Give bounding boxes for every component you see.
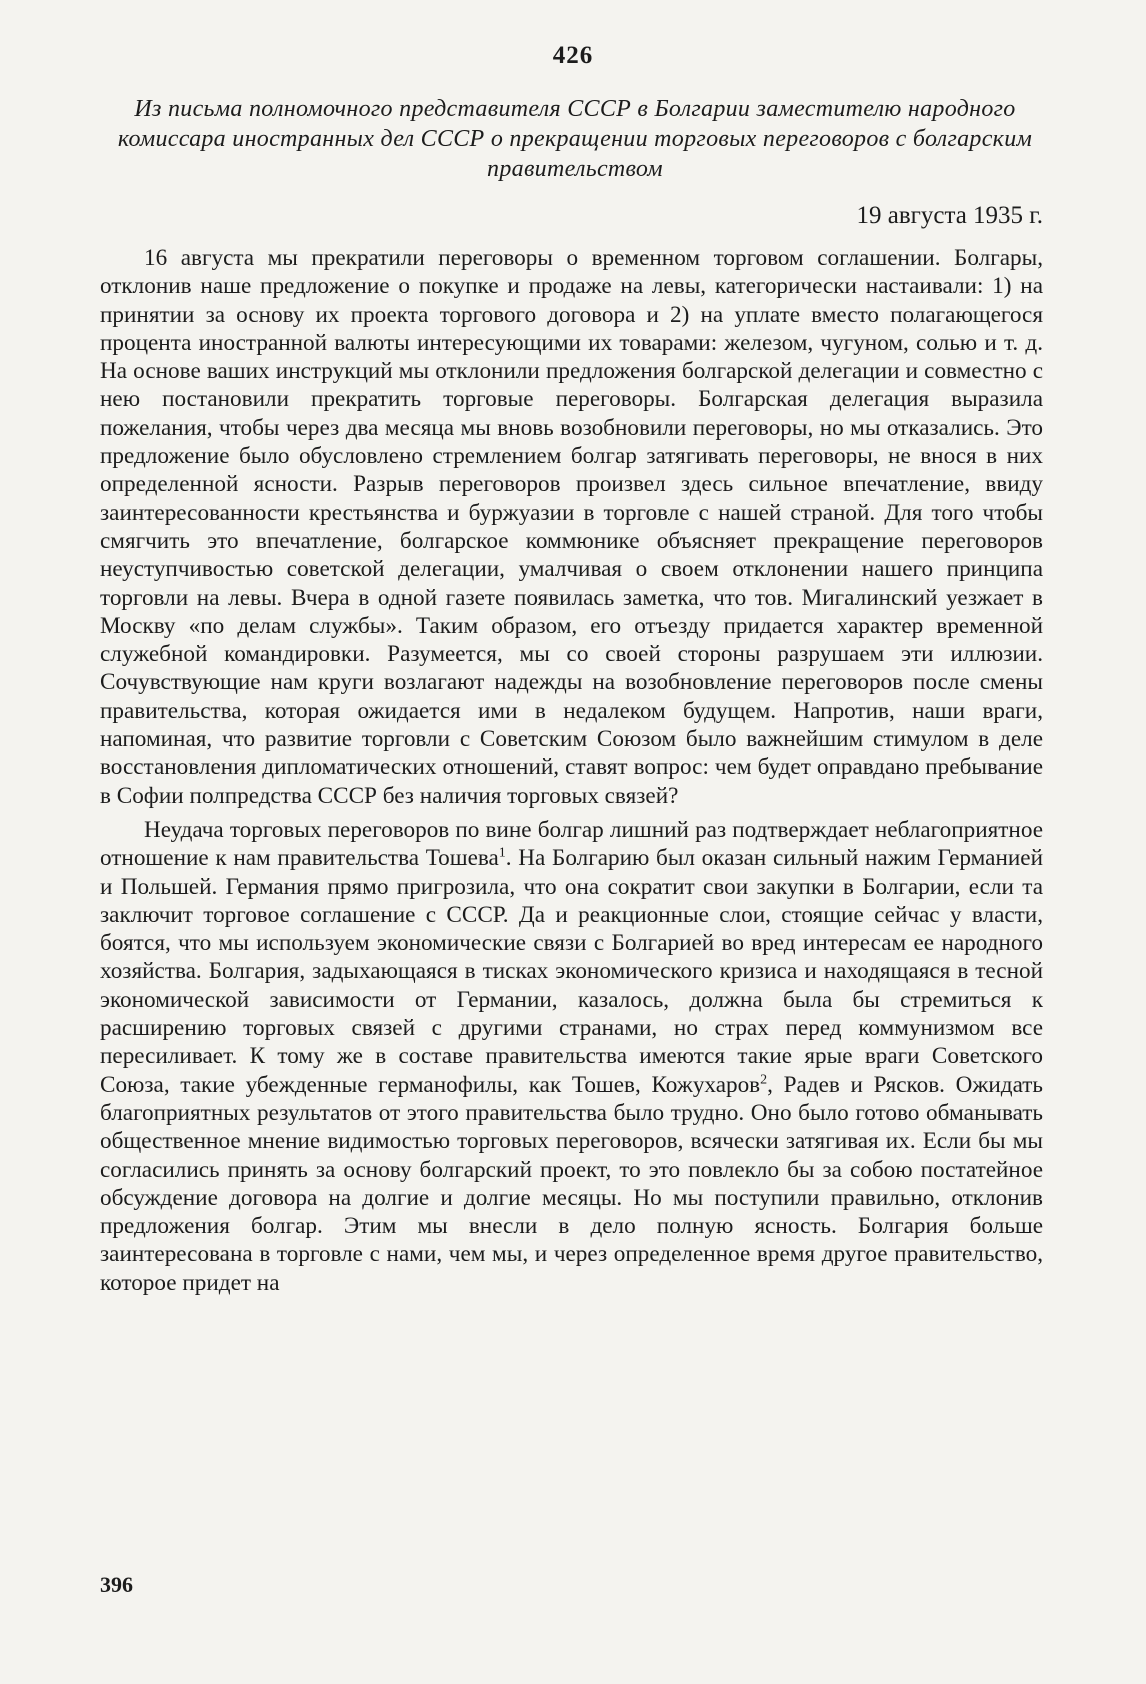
- paragraph-2: [100, 816, 1043, 1297]
- page-number: 396: [100, 1572, 133, 1597]
- paragraph-1: 16 августа мы прекратили переговоры о временном торговом соглашении. Болгары, отклонив наше предложение о покупке и продаже на левы, категорически настаивали: 1) на принятии за основу их проекта торгового договора и 2) на уплате вместо полагающегося процента иностранной валюты интересующими их товарами: железом, чугуном, солью и т. д. На основе ваших инструкций мы отклонили предложения болгарской делегации и совместно с нею постановили прекратить торговые переговоры. Болгарская делегация выразила пожелания, чтобы через два месяца мы вновь возобновили переговоры, но мы отказались. Это предложение было обусловлено стремлением болгар затягивать переговоры, не внося в них определенной ясности. Разрыв переговоров произвел здесь сильное впечатление, ввиду заинтересованности крестьянства и буржуазии в торговле с нашей страной. Для того чтобы смягчить это впечатление, болгарское коммюнике объясняет прекращение переговоров неуступчивостью советской делегации, умалчивая о своем отклонении нашего принципа торговли на левы. Вчера в одной газете появилась заметка, что тов. Мигалинский уезжает в Москву «по делам службы». Таким образом, его отъезду придается характер временной служебной командировки. Разумеется, мы со своей стороны разрушаем эти иллюзии. Сочувствующие нам круги возлагают надежды на возобновление переговоров после смены правительства, которая ожидается ими в недалеком будущем. Напротив, наши враги, напоминая, что развитие торговли с Советским Союзом было важнейшим стимулом в деле восстановления дипломатических отношений, ставят вопрос: чем будет оправдано пребывание в Софии полпредства СССР без наличия торговых связей?: [100, 245, 1043, 809]
- document-date: 19 августа 1935 г.: [856, 202, 1043, 229]
- document-number: 426: [552, 42, 594, 69]
- document-heading: Из письма полномочного представителя СССР в Болгарии заместителю народного комиссара иностранных дел СССР о прекращении торговых переговоров с болгарским правительством: [117, 96, 1033, 182]
- document-body: [100, 244, 1043, 1297]
- paragraph-2-text-2: . На Болгарию был оказан сильный нажим Германией и Польшей. Германия прямо пригрозила, что она сократит свои закупки в Болгарии, если та заключит торговое соглашение с СССР. Да и реакционные слои, стоящие сейчас у власти, боятся, что мы используем экономические связи с Болгарией во вред интересам ее народного хозяйства. Болгария, задыхающаяся в тисках экономического кризиса и находящаяся в тесной экономической зависимости от Германии, казалось, должна была бы стремиться к расширению торговых связей с другими странами, но страх перед коммунизмом все пересиливает. К тому же в составе правительства имеются такие ярые враги Советского Союза, такие убежденные германофилы, как Тошев, Кожухаров: [100, 845, 1043, 1098]
- paragraph-2-text-3: , Радев и Рясков. Ожидать благоприятных результатов от этого правительства было трудно. Оно было готово обманывать общественное мнение видимостью торговых переговоров, всячески затягивая их. Если бы мы согласились принять за основу болгарский проект, то это повлекло бы за собою постатейное обсуждение договора на долгие и долгие месяцы. Но мы поступили правильно, отклонив предложения болгар. Этим мы внесли в дело полную ясность. Болгария больше заинтересована в торговле с нами, чем мы, и через определенное время другое правительство, которое придет на: [100, 1071, 1044, 1296]
- footnote-ref-2: 2: [760, 1071, 768, 1087]
- footnote-ref-1: 1: [498, 845, 506, 861]
- paragraph-2-text-1: Неудача торговых переговоров по вине болгар лишний раз подтверждает неблагоприятное отношение к нам правительства Тошева: [100, 816, 1043, 872]
